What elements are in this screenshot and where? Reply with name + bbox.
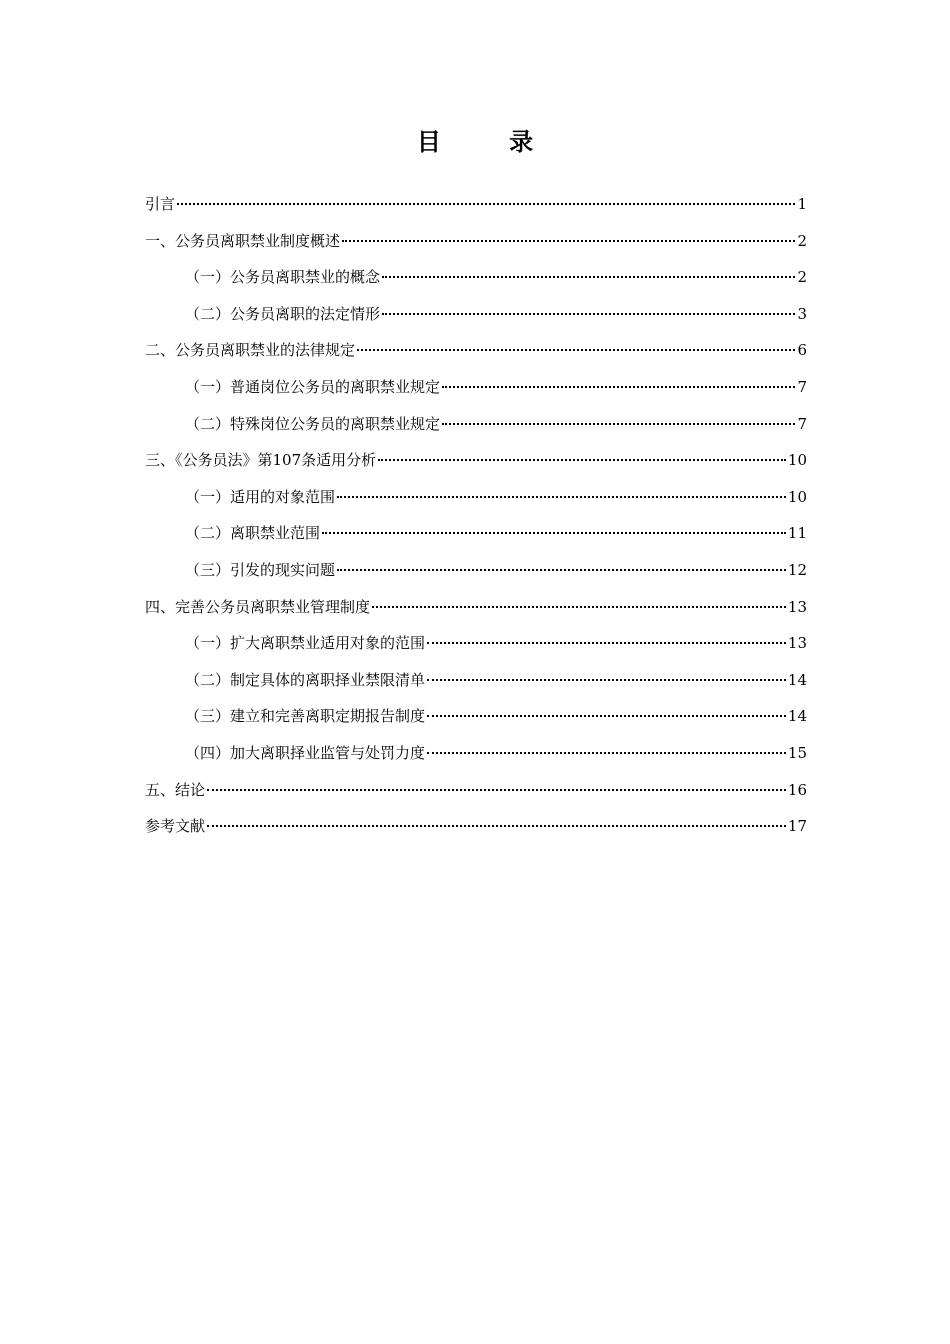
toc-entry-page-number: 11 [787,524,807,543]
toc-entry-label: （三）引发的现实问题 [185,560,336,579]
toc-entry[interactable] [145,223,807,260]
toc-dot-leader [337,495,786,498]
toc-dot-leader [207,788,786,791]
toc-entry-page-number: 6 [797,341,807,360]
toc-dot-leader [342,239,795,242]
toc-entry-page-number: 13 [787,597,807,616]
toc-entry[interactable] [145,369,807,406]
toc-entry[interactable] [145,625,807,662]
toc-entry-page-number: 13 [787,634,807,653]
toc-entry[interactable] [145,479,807,516]
toc-entry-label: （二）制定具体的离职择业禁限清单 [185,670,426,689]
toc-dot-leader [372,605,786,608]
toc-entry[interactable] [145,772,807,809]
toc-dot-leader [427,714,786,717]
toc-entry[interactable] [145,259,807,296]
toc-entry-label: 四、完善公务员离职禁业管理制度 [145,597,371,616]
toc-entry-label: （一）公务员离职禁业的概念 [185,268,381,287]
toc-entry[interactable] [145,296,807,333]
toc-entry-label: （二）特殊岗位公务员的离职禁业规定 [185,414,441,433]
toc-entry[interactable] [145,735,807,772]
table-of-contents [145,186,807,845]
toc-entry-label: （二）公务员离职的法定情形 [185,304,381,323]
toc-entry[interactable] [145,589,807,626]
toc-entry-label: 参考文献 [145,817,206,836]
toc-entry-label: （一）扩大离职禁业适用对象的范围 [185,634,426,653]
toc-entry-page-number: 14 [787,707,807,726]
toc-entry-page-number: 3 [797,304,807,323]
toc-entry-label: 二、公务员离职禁业的法律规定 [145,341,356,360]
toc-dot-leader [442,385,795,388]
toc-entry[interactable] [145,186,807,223]
toc-dot-leader [322,531,786,534]
toc-dot-leader [427,641,786,644]
toc-dot-leader [177,202,795,205]
toc-entry[interactable] [145,698,807,735]
toc-entry[interactable] [145,662,807,699]
toc-entry-label: 五、结论 [145,780,206,799]
toc-entry-label: 引言 [145,195,176,213]
toc-dot-leader [427,678,786,681]
toc-entry-label: （二）离职禁业范围 [185,524,321,543]
toc-entry[interactable] [145,406,807,443]
toc-entry-page-number: 7 [797,377,807,396]
toc-entry[interactable] [145,808,807,845]
toc-entry-page-number: 16 [787,780,807,799]
toc-dot-leader [378,458,786,461]
toc-entry-page-number: 17 [787,817,807,836]
toc-dot-leader [382,312,795,315]
toc-entry-page-number: 2 [797,268,807,287]
toc-dot-leader [357,348,795,351]
toc-entry-label: 一、公务员离职禁业制度概述 [145,231,341,250]
toc-entry-label: （一）普通岗位公务员的离职禁业规定 [185,377,441,396]
toc-entry[interactable] [145,552,807,589]
toc-dot-leader [427,751,786,754]
toc-entry-label: （三）建立和完善离职定期报告制度 [185,707,426,726]
toc-entry-page-number: 7 [797,414,807,433]
toc-dot-leader [337,568,786,571]
toc-entry[interactable] [145,442,807,479]
toc-title: 目 录 [416,127,564,156]
toc-dot-leader [442,422,795,425]
toc-entry-label: （一）适用的对象范围 [185,487,336,506]
toc-entry-page-number: 15 [787,743,807,762]
toc-entry-page-number: 10 [787,487,807,506]
toc-dot-leader [207,824,786,827]
toc-entry-page-number: 12 [787,560,807,579]
toc-entry-page-number: 1 [797,195,807,213]
toc-dot-leader [382,275,795,278]
toc-entry-page-number: 2 [797,231,807,250]
toc-entry-label: 三、《公务员法》第107条适用分析 [145,451,377,470]
toc-entry[interactable] [145,332,807,369]
toc-entry-page-number: 14 [787,670,807,689]
toc-entry[interactable] [145,515,807,552]
toc-entry-page-number: 10 [787,451,807,470]
toc-entry-label: （四）加大离职择业监管与处罚力度 [185,743,426,762]
